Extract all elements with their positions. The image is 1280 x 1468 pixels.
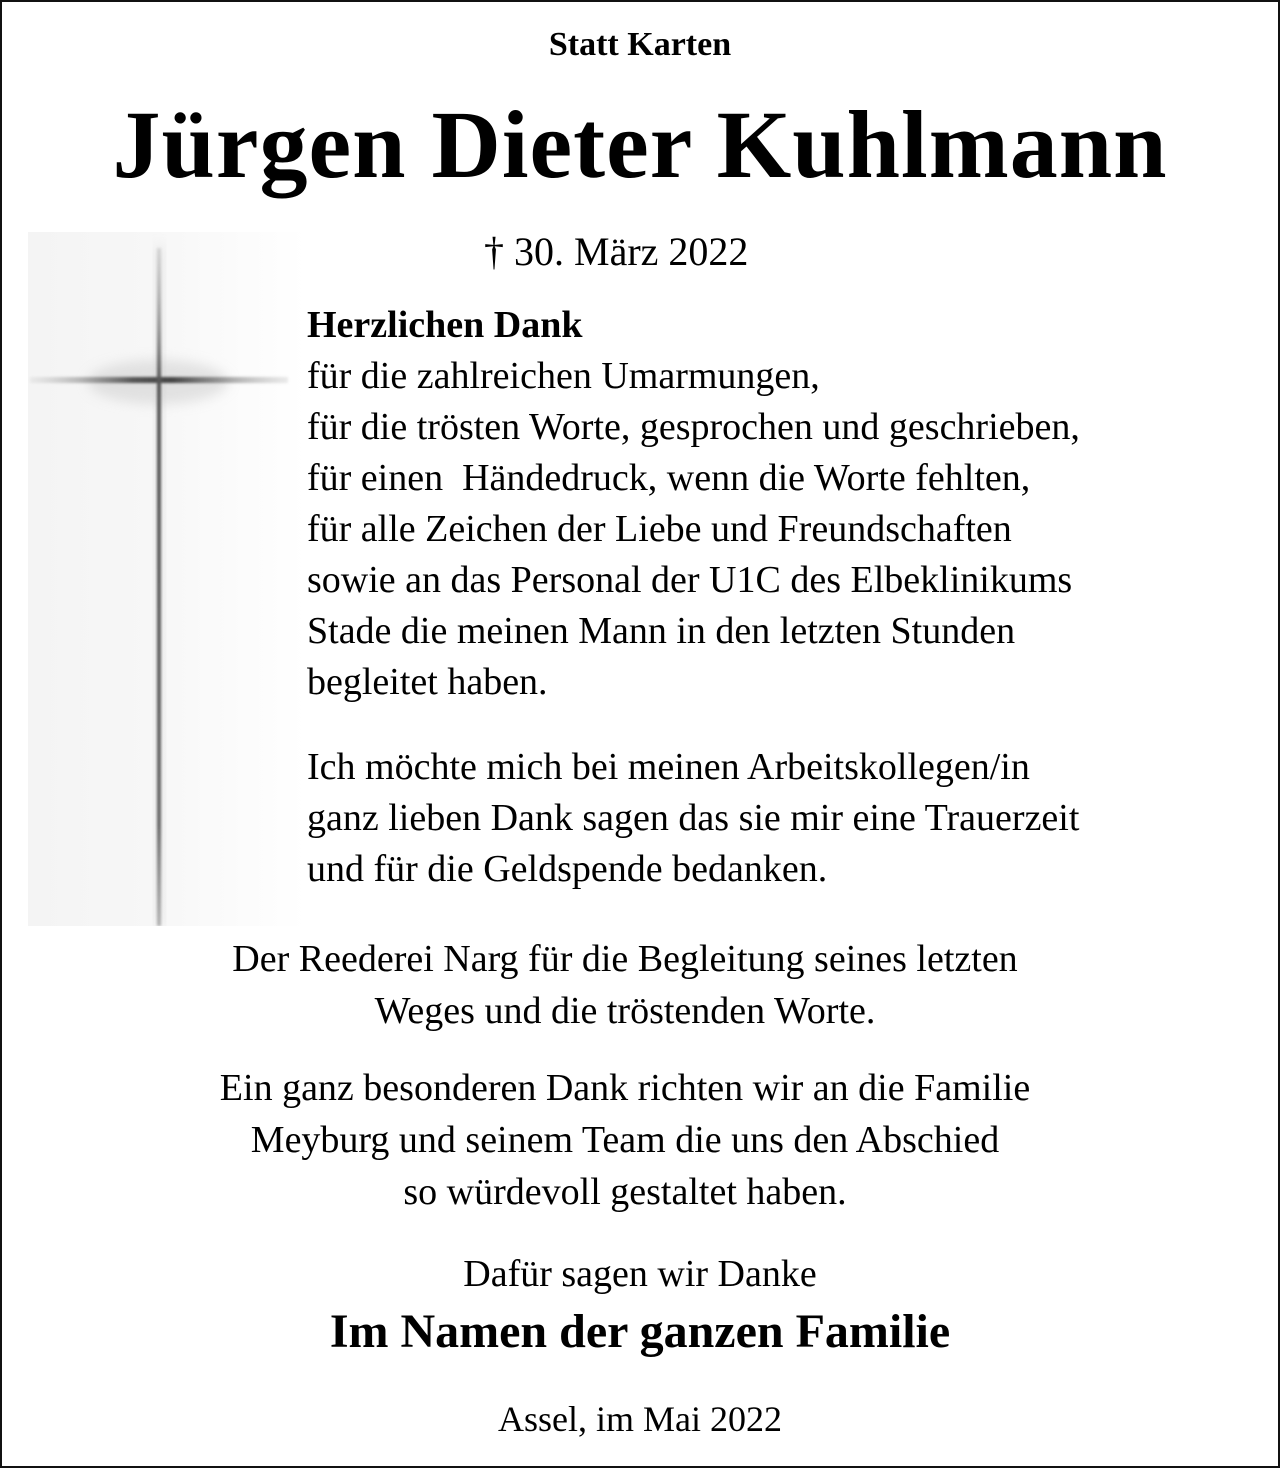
colleagues-paragraph bbox=[307, 742, 1267, 895]
cross-icon bbox=[28, 232, 306, 926]
thanks-block bbox=[307, 300, 1267, 708]
kicker-text: Statt Karten bbox=[548, 26, 732, 63]
thanks-line: für einen Händedruck, wenn die Worte fehlten, bbox=[307, 457, 1031, 499]
family-thanks-line: Meyburg und seinem Team die uns den Abschied bbox=[250, 1119, 1000, 1161]
thanks-line: für alle Zeichen der Liebe und Freundschaften bbox=[307, 508, 1012, 550]
thanks-line: für die zahlreichen Umarmungen, bbox=[307, 355, 820, 397]
reederei-paragraph bbox=[0, 933, 1250, 1037]
colleagues-line: Ich möchte mich bei meinen Arbeitskollegen/in bbox=[307, 746, 1030, 788]
deceased-name: Jürgen Dieter Kuhlmann bbox=[112, 91, 1168, 198]
family-signature: Im Namen der ganzen Familie bbox=[329, 1305, 951, 1358]
thanks-line: für die trösten Worte, gesprochen und geschrieben, bbox=[307, 406, 1080, 448]
family-thanks-line: so würdevoll gestaltet haben. bbox=[403, 1171, 847, 1213]
colleagues-line: ganz lieben Dank sagen das sie mir eine Trauerzeit bbox=[307, 797, 1080, 839]
reederei-line: Weges und die tröstenden Worte. bbox=[374, 990, 876, 1032]
thanks-line: begleitet haben. bbox=[307, 661, 548, 703]
death-date: † 30. März 2022 bbox=[484, 229, 749, 274]
family-thanks-line: Ein ganz besonderen Dank richten wir an die Familie bbox=[219, 1067, 1031, 1109]
thanks-line: Stade die meinen Mann in den letzten Stunden bbox=[307, 610, 1016, 652]
reederei-line: Der Reederei Narg für die Begleitung seines letzten bbox=[232, 938, 1018, 980]
thanks-heading: Herzlichen Dank bbox=[307, 304, 583, 346]
colleagues-line: und für die Geldspende bedanken. bbox=[307, 848, 828, 890]
closing-thanks: Dafür sagen wir Danke bbox=[463, 1253, 817, 1295]
family-thanks-paragraph bbox=[0, 1062, 1250, 1218]
thanks-line: sowie an das Personal der U1C des Elbeklinikums bbox=[307, 559, 1073, 601]
place-date: Assel, im Mai 2022 bbox=[498, 1399, 782, 1439]
